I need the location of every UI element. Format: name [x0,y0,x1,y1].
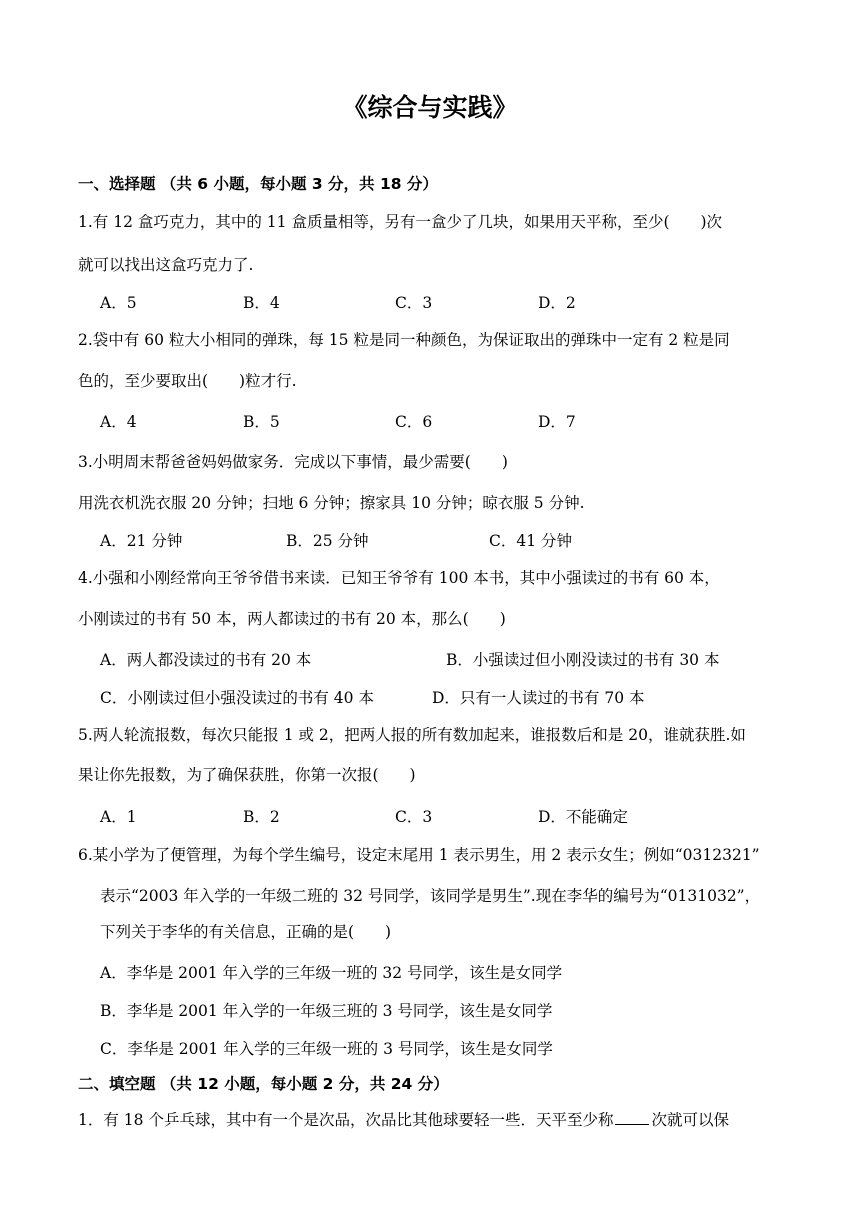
question-2-option-b: B．5 [243,413,280,431]
question-3-option-b: B．25 分钟 [286,532,369,550]
question-3-option-a: A．21 分钟 [100,532,183,550]
answer-blank [615,1110,649,1125]
question-3-line-2: 用洗衣机洗衣服 20 分钟；扫地 6 分钟；擦家具 10 分钟；晾衣服 5 分钟. [78,494,585,512]
question-5-line-2: 果让你先报数，为了确保获胜，你第一次报( ) [78,766,416,784]
question-2-line-1: 2.袋中有 60 粒大小相同的弹珠，每 15 粒是同一种颜色，为保证取出的弹珠中一定有 2 粒是同 [78,331,730,349]
question-2-option-a: A．4 [100,413,137,431]
question-5-option-c: C．3 [395,808,433,826]
question-4-option-d: D．只有一人读过的书有 70 本 [432,689,645,707]
question-4-option-c: C．小刚读过但小强没读过的书有 40 本 [100,689,374,707]
question-2-option-c: C．6 [395,413,433,431]
question-2-line-2: 色的，至少要取出( )粒才行. [78,372,297,390]
question-1-option-a: A．5 [100,294,137,312]
question-6-line-3: 下列关于李华的有关信息，正确的是( ) [100,923,392,941]
question-5-option-a: A．1 [100,808,137,826]
question-5-line-1: 5.两人轮流报数，每次只能报 1 或 2，把两人报的所有数加起来，谁报数后和是 20，谁就获胜.如 [78,726,746,744]
question-6-line-1: 6.某小学为了便管理，为每个学生编号，设定末尾用 1 表示男生，用 2 表示女生；例如“0312321” [78,846,760,864]
question-6-line-2: 表示“2003 年入学的一年级二班的 32 号同学，该同学是男生”.现在李华的编号为“0131032”， [100,887,761,905]
question-5-option-d: D．不能确定 [538,808,628,826]
fill-in-question-1 [78,1110,729,1130]
question-4-option-a: A．两人都没读过的书有 20 本 [100,651,312,669]
section-heading-fill-in: 二、填空题 （共 12 小题，每小题 2 分，共 24 分） [78,1075,449,1093]
question-3-option-c: C．41 分钟 [489,532,573,550]
question-2-option-d: D．7 [538,413,576,431]
question-1-line-1: 1.有 12 盒巧克力，其中的 11 盒质量相等，另有一盒少了几块，如果用天平称，至少( )次 [78,213,723,231]
question-1-line-2: 就可以找出这盒巧克力了. [78,256,254,274]
page-title: 《综合与实践》 [342,93,518,122]
fill-in-question-1-text-end: 次就可以保 [651,1111,729,1129]
question-1-option-c: C．3 [395,294,433,312]
question-4-line-1: 4.小强和小刚经常向王爷爷借书来读．已知王爷爷有 100 本书，其中小强读过的书有 60 本， [78,569,720,587]
question-3-line-1: 3.小明周末帮爸爸妈妈做家务．完成以下事情，最少需要( ) [78,453,508,471]
question-6-option-b: B．李华是 2001 年入学的一年级三班的 3 号同学，该生是女同学 [100,1002,553,1020]
question-6-option-a: A．李华是 2001 年入学的三年级一班的 32 号同学，该生是女同学 [100,964,563,982]
question-1-option-b: B．4 [243,294,280,312]
question-1-option-d: D．2 [538,294,576,312]
question-4-option-b: B．小强读过但小刚没读过的书有 30 本 [446,651,720,669]
question-6-option-c: C．李华是 2001 年入学的三年级一班的 3 号同学，该生是女同学 [100,1040,553,1058]
section-heading-choice: 一、选择题 （共 6 小题，每小题 3 分，共 18 分） [78,175,438,193]
question-4-line-2: 小刚读过的书有 50 本，两人都读过的书有 20 本，那么( ) [78,610,506,628]
question-5-option-b: B．2 [243,808,280,826]
fill-in-question-1-text: 1．有 18 个乒乓球，其中有一个是次品，次品比其他球要轻一些．天平至少称 [78,1111,614,1129]
